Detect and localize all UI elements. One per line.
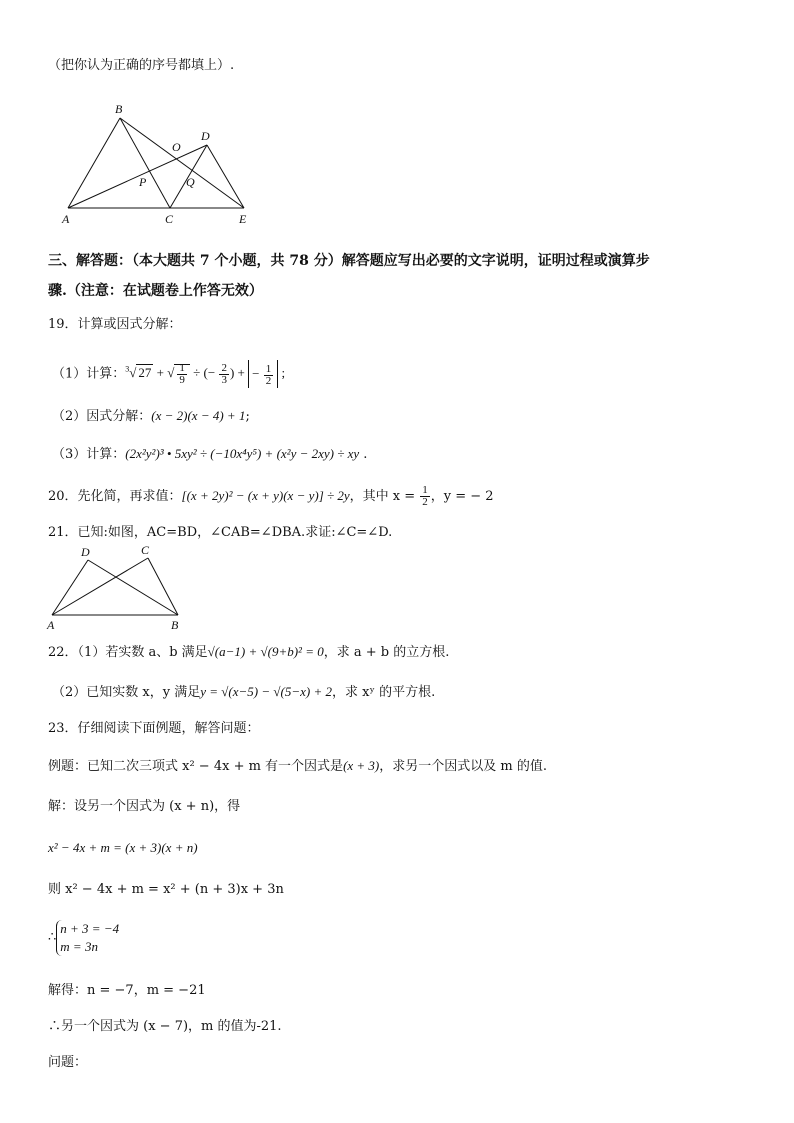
fig2-label-D: D <box>81 545 90 559</box>
triangle-figure-2 <box>45 543 190 633</box>
fig1-label-A: A <box>62 212 70 226</box>
q19-part2-label: （2）因式分解： <box>52 409 152 424</box>
q23-example-b: ，求另一个因式以及 m 的值. <box>379 759 547 774</box>
fig1-label-P: P <box>139 175 147 189</box>
q22-part1-expr: √(a−1) + √(9+b)² = 0 <box>207 644 324 659</box>
q19-part2-end: ; <box>245 409 250 424</box>
q23-solution-intro: 解：设另一个因式为 (x + n)，得 <box>48 799 241 814</box>
fig1-segment <box>207 145 244 208</box>
q23-solved: 解得：n = −7，m = −21 <box>48 983 206 998</box>
fig2-segment <box>148 558 178 615</box>
q22-part1-suffix: ，求 a + b 的立方根. <box>323 645 450 660</box>
fig1-segment <box>120 118 170 208</box>
q22-part2-expr: y = √(x−5) − √(5−x) + 2 <box>200 684 332 699</box>
fig1-segment <box>68 118 120 208</box>
q23-question: 问题： <box>48 1055 88 1070</box>
fig2-segment <box>52 560 88 615</box>
section3-heading-line2: 骤.（注意：在试题卷上作答无效） <box>48 283 263 299</box>
q23-conclusion: ∴另一个因式为 (x − 7)，m 的值为-21. <box>48 1019 282 1034</box>
q19-part1-expr: $^3$√ 27 + √ $\frac{1}{9}$ ÷ (− $\frac{2}{3}$ ) + − $\frac{1}{2}$ ; <box>125 361 286 387</box>
q20-cond-prefix: ，其中 x = <box>349 489 420 504</box>
fig2-label-B: B <box>171 618 179 632</box>
q23-therefore-symbol: ∴ <box>48 930 57 945</box>
q23-equation-1: x² − 4x + m = (x + 3)(x + n) <box>48 840 198 855</box>
q19-title: 19．计算或因式分解： <box>48 317 182 332</box>
q22-part2 <box>52 682 435 703</box>
q22-part2-suffix: ，求 xʸ 的平方根. <box>331 685 436 700</box>
fig1-label-D: D <box>201 129 210 143</box>
q22-part1 <box>48 642 449 663</box>
fig2-label-A: A <box>47 618 55 632</box>
fig2-segment <box>52 558 148 615</box>
q19-part2-expr: (x − 2)(x − 4) + 1 <box>151 408 246 423</box>
fig1-label-C: C <box>165 212 174 226</box>
fig1-label-B: B <box>115 102 123 116</box>
fig2-segment <box>88 560 178 615</box>
q22-part2-prefix: （2）已知实数 x，y 满足 <box>52 685 201 700</box>
q22-part1-prefix: 22．（1）若实数 a、b 满足 <box>48 645 208 660</box>
q20-cond-suffix: ，y = − 2 <box>430 489 494 504</box>
q23-equation-2: 则 x² − 4x + m = x² + (n + 3)x + 3n <box>48 882 284 897</box>
q19-part1-label: （1）计算： <box>52 366 126 382</box>
q23-title: 23．仔细阅读下面例题，解答问题： <box>48 721 260 736</box>
q23-system-brace <box>56 920 119 956</box>
q19-part2 <box>52 406 250 427</box>
q19-part1 <box>52 356 285 388</box>
q23-system <box>48 920 119 956</box>
q20-expr: [(x + 2y)² − (x + y)(x − y)] ÷ 2y <box>181 488 350 503</box>
fig1-label-E: E <box>239 212 247 226</box>
q19-part3-expr: (2x²y²)³ • 5xy² ÷ (−10x⁴y⁵) + (x²y − 2xy) ÷ xy <box>125 446 360 461</box>
q23-example <box>48 756 547 777</box>
q19-part3-label: （3）计算： <box>52 447 126 462</box>
section3-heading-line1: 三、解答题：（本大题共 7 个小题，共 78 分）解答题应写出必要的文字说明，证明过程或演算步 <box>48 253 650 269</box>
q20-label: 20．先化简，再求值： <box>48 489 182 504</box>
fig1-label-Q: Q <box>186 175 195 189</box>
q19-part3 <box>52 444 367 465</box>
q20-line <box>48 482 494 511</box>
triangle-figure-1 <box>55 98 265 228</box>
fig1-segment <box>120 118 244 208</box>
fig2-label-C: C <box>141 543 150 557</box>
q23-system-row2: m = 3n <box>60 939 98 954</box>
q21-text: 21．已知:如图，AC=BD，∠CAB=∠DBA.求证:∠C=∠D. <box>48 525 393 540</box>
fig1-label-O: O <box>172 140 181 154</box>
intro-text: （把你认为正确的序号都填上）. <box>48 58 235 73</box>
q23-example-a: 例题：已知二次三项式 x² − 4x + m 有一个因式是 <box>48 759 344 774</box>
q23-example-factor: (x + 3) <box>343 758 380 773</box>
q23-system-row1: n + 3 = −4 <box>60 921 120 936</box>
q20-x-fraction: $\frac{1}{2}$ <box>422 484 428 508</box>
q19-part3-end: . <box>359 447 368 462</box>
